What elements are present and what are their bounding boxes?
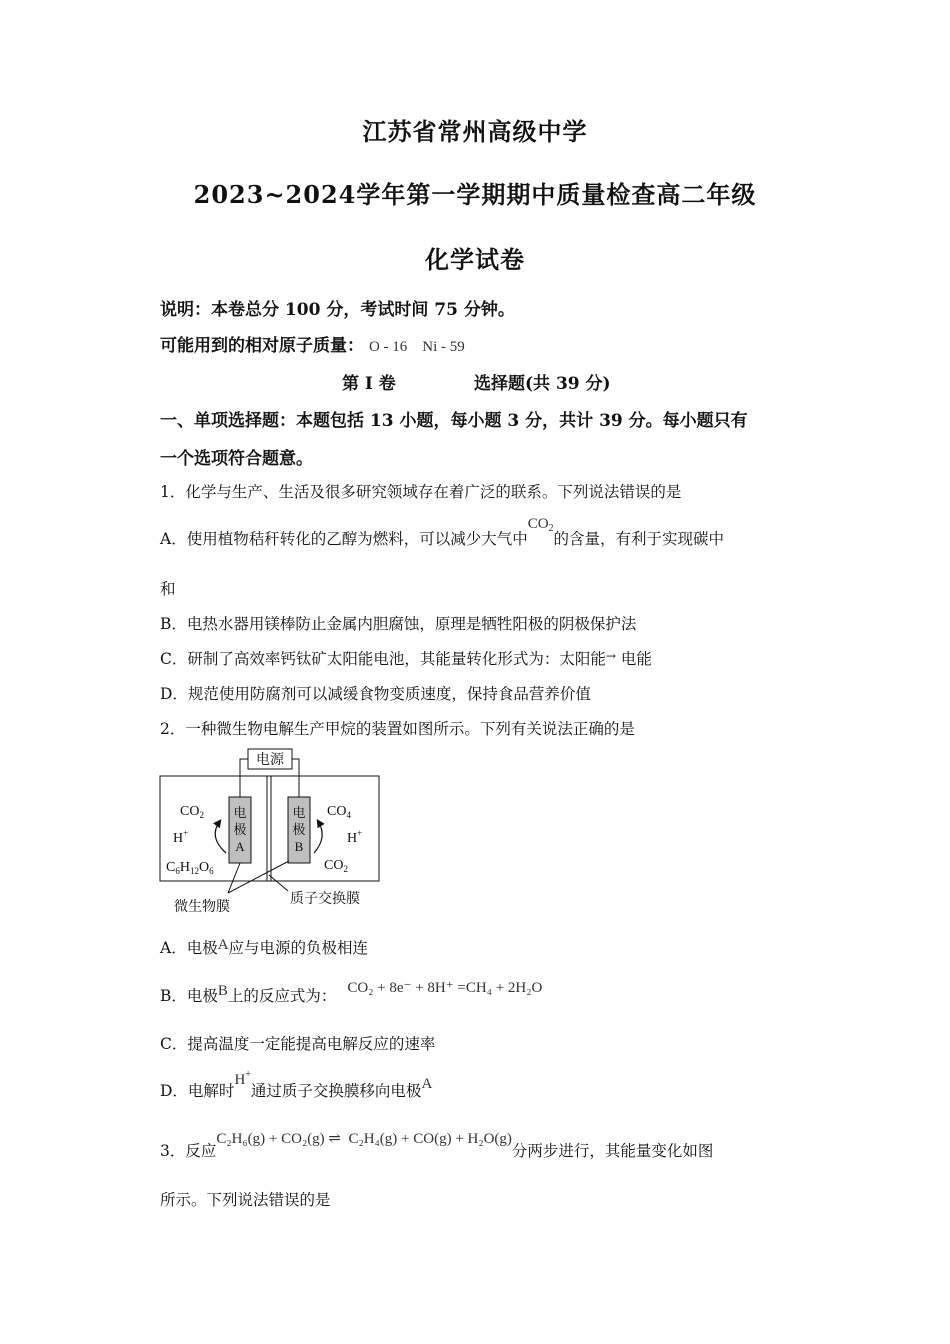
atomic-mass-line	[160, 331, 465, 356]
question-2-stem: 2．一种微生物电解生产甲烷的装置如图所示。下列有关说法正确的是	[160, 720, 635, 738]
right-curved-arrow	[314, 821, 322, 853]
subject-title: 化学试卷	[425, 245, 525, 274]
right-h-main: H	[347, 831, 358, 846]
right-h-label	[347, 828, 362, 846]
q2-option-b-letter: B	[217, 983, 228, 999]
question-3-stem	[160, 1131, 714, 1161]
q2-option-d-end: 通过质子交换膜移向电极	[250, 1082, 422, 1100]
electrode-a-char-1: 电	[233, 805, 247, 820]
co2-formula	[528, 516, 554, 532]
question-1-option-d: D．规范使用防腐剂可以减缓食物变质速度，保持食品营养价值	[160, 685, 591, 703]
question-2-option-b	[160, 980, 543, 1006]
right-wire	[292, 759, 299, 797]
q2-option-b-end: 上的反应式为：	[227, 987, 337, 1005]
electrode-b-char-3: B	[294, 839, 304, 854]
hplus-ion	[234, 1069, 251, 1088]
option-a-text-end: 的含量，有利于实现碳中	[553, 530, 725, 548]
question-2-option-d	[160, 1069, 433, 1101]
biofilm-label: 微生物膜	[174, 900, 230, 915]
atomic-mass-label: 可能用到的相对原子质量：	[160, 336, 364, 356]
atomic-mass-values: O - 16 Ni - 59	[368, 339, 465, 355]
left-curved-arrow	[215, 821, 226, 853]
section-heading-line2: 一个选项符合题意。	[160, 449, 313, 469]
section-heading-line1: 一、单项选择题：本题包括 13 小题，每小题 3 分，共计 39 分。每小题只有	[160, 411, 748, 431]
q2-option-b-formula: CO₂ + 8e⁻ + 8H⁺ =CH₄ + 2H₂O	[347, 980, 543, 996]
question-1-option-c	[160, 647, 652, 669]
arrow-icon: →	[605, 649, 616, 663]
option-c-text-end: 电能	[615, 650, 652, 668]
biofilm-pointer-b	[228, 861, 289, 893]
electrode-b-char-1: 电	[292, 805, 306, 820]
term-title: 2023~2024学年第一学期期中质量检查高二年级	[193, 180, 757, 209]
question-1-stem: 1．化学与生产、生活及很多研究领域存在着广泛的联系。下列说法错误的是	[160, 483, 682, 501]
left-h-main: H	[173, 831, 184, 846]
q3-stem-end: 分两步进行，其能量变化如图	[511, 1142, 714, 1160]
right-co4-sub: 4	[346, 810, 351, 820]
section-part-title: 选择题(共 39 分)	[474, 374, 611, 394]
question-2-option-a	[160, 936, 368, 958]
exam-note: 说明：本卷总分 100 分，考试时间 75 分钟。	[160, 300, 515, 320]
option-c-text-start: C．研制了高效率钙钛矿太阳能电池，其能量转化形式为：太阳能	[160, 650, 606, 668]
power-source-label: 电源	[256, 753, 284, 768]
electrode-b-char-2: 极	[292, 822, 306, 837]
school-title: 江苏省常州高级中学	[362, 117, 588, 146]
co2-subscript: 2	[548, 523, 554, 534]
left-co2-label	[180, 804, 204, 820]
right-h-sup: +	[357, 828, 363, 838]
q2-option-d-letter: A	[421, 1076, 433, 1092]
biofilm-pointer-a	[228, 863, 240, 893]
electrode-a-char-3: A	[235, 839, 245, 854]
left-co2-main: CO	[180, 804, 200, 819]
right-co2-sub: 2	[343, 864, 348, 874]
q2-option-d-start: D．电解时	[160, 1082, 235, 1100]
q2-option-a-end: 应与电源的负极相连	[228, 939, 369, 957]
left-h-sup: +	[183, 828, 189, 838]
q3-reaction-formula: C₂H₆(g) + CO₂(g) ⇌ C₂H₄(g) + CO(g) + H₂O(g)	[216, 1131, 512, 1147]
right-co2-label	[324, 858, 348, 874]
q3-stem-start: 3．反应	[160, 1142, 217, 1160]
question-3-stem-wrap: 所示。下列说法错误的是	[160, 1191, 331, 1209]
right-co4-main: CO	[327, 804, 347, 819]
membrane-label: 质子交换膜	[290, 892, 360, 907]
membrane-pointer	[269, 875, 288, 891]
left-wire	[240, 759, 248, 797]
glucose-label: $C_6H_{12}O_6$	[166, 860, 214, 876]
question-1-option-b: B．电热水器用镁棒防止金属内胆腐蚀，原理是牺牲阳极的阴极保护法	[160, 615, 637, 633]
left-h-label	[173, 828, 188, 846]
left-co2-sub: 2	[199, 810, 204, 820]
q2-option-a-letter: A	[217, 937, 229, 953]
q2-option-b-start: B．电极	[160, 987, 218, 1005]
right-co4-label	[327, 804, 351, 820]
right-co2-main: CO	[324, 858, 344, 873]
q2-option-a-start: A．电极	[160, 939, 218, 957]
co2-main: CO	[527, 516, 549, 532]
electrode-a-char-2: 极	[233, 822, 247, 837]
section-part: 第 I 卷	[342, 374, 396, 394]
question-1-option-a-wrap: 和	[160, 580, 176, 598]
hplus-sup: +	[245, 1069, 251, 1080]
question-1-option-a	[160, 516, 725, 550]
electrolysis-diagram	[158, 745, 383, 920]
option-a-text-start: A．使用植物秸秆转化的乙醇为燃料，可以减少大气中	[160, 530, 528, 548]
question-2-option-c: C．提高温度一定能提高电解反应的速率	[160, 1035, 436, 1053]
hplus-main: H	[234, 1072, 246, 1088]
